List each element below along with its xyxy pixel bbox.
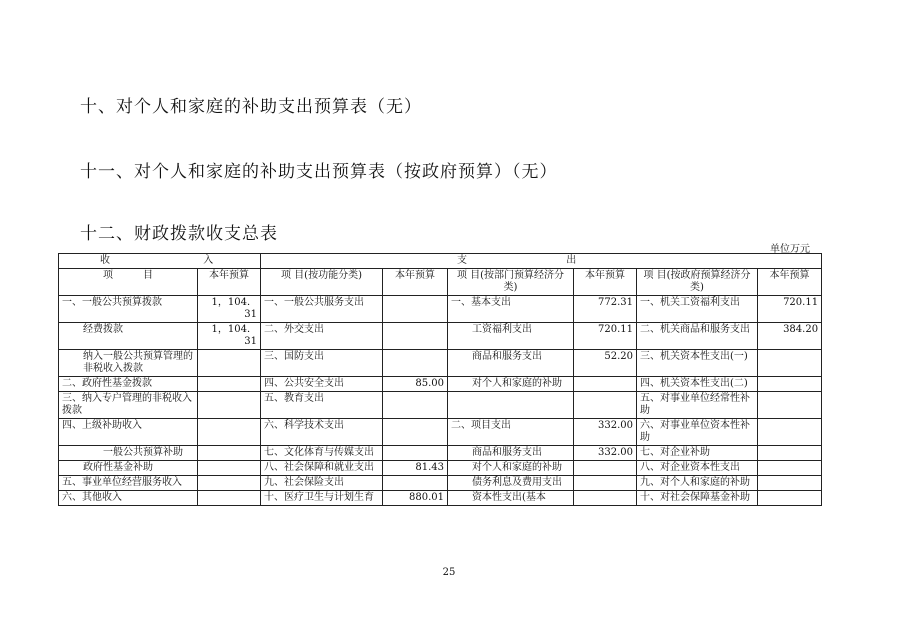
func-budget <box>383 446 448 461</box>
dept-budget <box>574 476 637 491</box>
func-budget: 880.01 <box>383 491 448 506</box>
table-row <box>59 392 822 419</box>
gov-budget <box>758 461 822 476</box>
table-row <box>59 350 822 377</box>
gov-item: 五、对事业单位经常性补助 <box>637 392 758 419</box>
func-item: 三、国防支出 <box>261 350 383 377</box>
income-budget <box>198 446 261 461</box>
dept-item: 商品和服务支出 <box>448 446 574 461</box>
income-item: 五、事业单位经营服务收入 <box>59 476 198 491</box>
income-budget <box>198 476 261 491</box>
income-group-header <box>59 254 261 269</box>
budget-table <box>58 253 822 506</box>
col-income-item: 项 目 <box>59 269 198 296</box>
gov-budget <box>758 491 822 506</box>
income-budget <box>198 377 261 392</box>
income-budget <box>198 350 261 377</box>
heading-12: 十二、财政拨款收支总表 <box>80 224 278 244</box>
income-budget: 1，104．31 <box>198 323 261 350</box>
dept-budget: 720.11 <box>574 323 637 350</box>
income-budget <box>198 392 261 419</box>
dept-budget: 332.00 <box>574 419 637 446</box>
func-item: 十、医疗卫生与计划生育 <box>261 491 383 506</box>
gov-budget <box>758 350 822 377</box>
expense-group-right: 出 <box>566 255 577 266</box>
gov-budget <box>758 476 822 491</box>
income-budget: 1，104．31 <box>198 296 261 323</box>
func-item: 七、文化体育与传媒支出 <box>261 446 383 461</box>
column-header-row <box>59 269 822 296</box>
func-item: 六、科学技术支出 <box>261 419 383 446</box>
gov-item: 一、机关工资福利支出 <box>637 296 758 323</box>
income-item: 一、一般公共预算拨款 <box>59 296 198 323</box>
table-row <box>59 296 822 323</box>
heading-10: 十、对个人和家庭的补助支出预算表（无） <box>80 97 422 117</box>
income-group-right: 入 <box>203 255 214 266</box>
gov-item: 十、对社会保障基金补助 <box>637 491 758 506</box>
func-budget <box>383 350 448 377</box>
col-dept-budget: 本年预算 <box>574 269 637 296</box>
dept-budget: 332.00 <box>574 446 637 461</box>
income-item: 六、其他收入 <box>59 491 198 506</box>
dept-item: 工资福利支出 <box>448 323 574 350</box>
table-row <box>59 491 822 506</box>
col-income-budget: 本年预算 <box>198 269 261 296</box>
income-budget <box>198 419 261 446</box>
gov-budget: 720.11 <box>758 296 822 323</box>
dept-item: 资本性支出(基本 <box>448 491 574 506</box>
func-item: 五、教育支出 <box>261 392 383 419</box>
income-item: 二、政府性基金拨款 <box>59 377 198 392</box>
dept-item: 一、基本支出 <box>448 296 574 323</box>
income-budget <box>198 461 261 476</box>
table-row <box>59 446 822 461</box>
table-row <box>59 377 822 392</box>
col-dept-item: 项 目(按部门预算经济分类) <box>448 269 574 296</box>
expense-group-header <box>261 254 822 269</box>
table-row <box>59 476 822 491</box>
dept-budget <box>574 377 637 392</box>
dept-budget: 52.20 <box>574 350 637 377</box>
gov-budget <box>758 419 822 446</box>
gov-budget: 384.20 <box>758 323 822 350</box>
gov-item: 七、对企业补助 <box>637 446 758 461</box>
dept-item: 对个人和家庭的补助 <box>448 461 574 476</box>
func-item: 九、社会保险支出 <box>261 476 383 491</box>
func-budget <box>383 476 448 491</box>
func-budget: 85.00 <box>383 377 448 392</box>
func-budget <box>383 323 448 350</box>
income-item: 一般公共预算补助 <box>59 446 198 461</box>
gov-item: 八、对企业资本性支出 <box>637 461 758 476</box>
dept-budget <box>574 392 637 419</box>
gov-budget <box>758 392 822 419</box>
income-item: 纳入一般公共预算管理的非税收入拨款 <box>59 350 198 377</box>
func-item: 一、一般公共服务支出 <box>261 296 383 323</box>
dept-budget: 772.31 <box>574 296 637 323</box>
group-header-row <box>59 254 822 269</box>
expense-group-left: 支 <box>457 255 467 266</box>
table-row <box>59 323 822 350</box>
dept-budget <box>574 461 637 476</box>
func-budget <box>383 392 448 419</box>
col-gov-budget: 本年预算 <box>758 269 822 296</box>
gov-item: 四、机关资本性支出(二) <box>637 377 758 392</box>
heading-11: 十一、对个人和家庭的补助支出预算表（按政府预算）（无） <box>80 162 558 182</box>
gov-budget <box>758 446 822 461</box>
col-func-budget: 本年预算 <box>383 269 448 296</box>
col-func-item: 项 目(按功能分类) <box>261 269 383 296</box>
gov-item: 三、机关资本性支出(一) <box>637 350 758 377</box>
dept-item: 商品和服务支出 <box>448 350 574 377</box>
income-item: 四、上级补助收入 <box>59 419 198 446</box>
unit-label: 单位万元 <box>770 244 810 255</box>
gov-item: 六、对事业单位资本性补助 <box>637 419 758 446</box>
dept-item <box>448 392 574 419</box>
income-item: 政府性基金补助 <box>59 461 198 476</box>
table-row <box>59 461 822 476</box>
income-group-left: 收 <box>100 255 110 266</box>
gov-budget <box>758 377 822 392</box>
page-number: 25 <box>442 567 456 578</box>
dept-item: 二、项目支出 <box>448 419 574 446</box>
func-item: 八、社会保障和就业支出 <box>261 461 383 476</box>
func-item: 四、公共安全支出 <box>261 377 383 392</box>
dept-item: 债务利息及费用支出 <box>448 476 574 491</box>
col-gov-item: 项 目(按政府预算经济分类) <box>637 269 758 296</box>
func-item: 二、外交支出 <box>261 323 383 350</box>
gov-item: 二、机关商品和服务支出 <box>637 323 758 350</box>
income-item: 经费拨款 <box>59 323 198 350</box>
func-budget: 81.43 <box>383 461 448 476</box>
gov-item: 九、对个人和家庭的补助 <box>637 476 758 491</box>
table-row <box>59 419 822 446</box>
func-budget <box>383 296 448 323</box>
dept-item: 对个人和家庭的补助 <box>448 377 574 392</box>
income-item: 三、纳入专户管理的非税收入拨款 <box>59 392 198 419</box>
dept-budget <box>574 491 637 506</box>
income-budget <box>198 491 261 506</box>
func-budget <box>383 419 448 446</box>
